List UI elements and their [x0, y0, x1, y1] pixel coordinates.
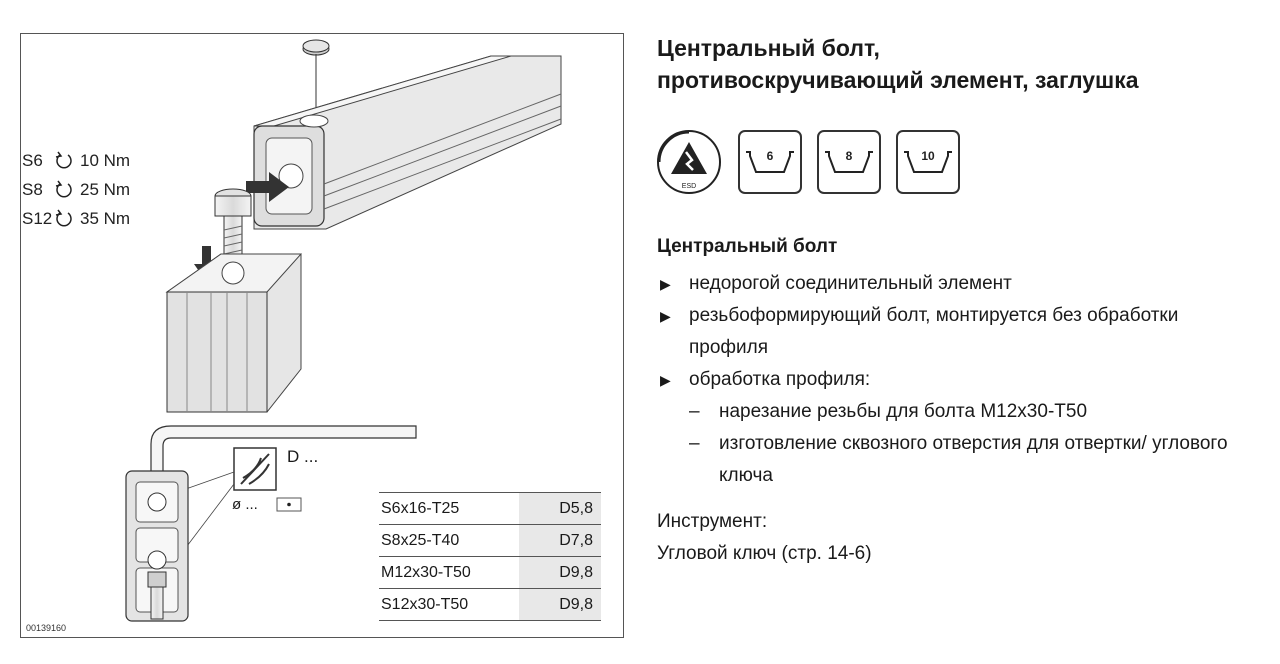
list-item: [657, 364, 1257, 492]
sub-feature-text: изготовление сквозного отверстия для отвертки/ углового ключа: [719, 433, 1228, 486]
page-title: [657, 32, 1139, 96]
table-row: [379, 493, 601, 525]
bolt-cell: S8x25-T40: [379, 525, 519, 557]
list-item: [657, 268, 1257, 300]
torque-size: S6: [22, 151, 43, 170]
tool-info: [657, 506, 872, 570]
torque-row-s8: [22, 180, 130, 200]
triangle-bullet-icon: ▶: [660, 308, 671, 324]
title-line-2: противоскручивающий элемент, заглушка: [657, 67, 1139, 93]
dash-bullet: –: [689, 433, 700, 454]
triangle-bullet-icon: ▶: [660, 276, 671, 292]
torque-row-s6: [22, 151, 130, 171]
esd-label: ESD: [681, 183, 697, 190]
assembly-figure: [20, 33, 624, 638]
diameter-cell: D9,8: [519, 557, 602, 589]
feature-text: обработка профиля:: [689, 369, 871, 390]
tool-label: Инструмент:: [657, 511, 768, 532]
torque-value: 10 Nm: [80, 151, 131, 170]
sub-feature-list: [689, 396, 1257, 492]
bolt-cell: S12x30-T50: [379, 589, 519, 621]
list-item: [689, 396, 1257, 428]
torque-row-s12: [22, 209, 130, 229]
sizes-table: [379, 492, 601, 621]
feature-text: резьбоформирующий болт, монтируется без обработки профиля: [689, 305, 1179, 358]
table-row: [379, 557, 601, 589]
horizontal-profile: [254, 56, 561, 229]
torque-value: 25 Nm: [80, 180, 131, 199]
diameter-cell: D9,8: [519, 589, 602, 621]
slot-size: 8: [845, 149, 853, 163]
feature-list: [657, 268, 1257, 492]
rotate-cw-icon: [54, 151, 80, 171]
section-heading: Центральный болт: [657, 236, 838, 257]
dash-bullet: –: [689, 401, 700, 422]
diameter-cell: D7,8: [519, 525, 602, 557]
sub-feature-text: нарезание резьбы для болта M12x30-T50: [719, 401, 1088, 422]
vertical-profile: [167, 254, 301, 412]
rotate-cw-icon: [54, 180, 80, 200]
title-line-1: Центральный болт,: [657, 35, 880, 61]
front-profile: [126, 471, 188, 621]
feature-text: недорогой соединительный элемент: [689, 273, 1012, 294]
slot-size: 6: [766, 149, 774, 163]
rotate-cw-icon: [54, 209, 80, 229]
drill-label: D ...: [287, 447, 319, 466]
torque-value: 35 Nm: [80, 209, 131, 228]
figure-id: 00139160: [26, 623, 67, 633]
list-item: [689, 428, 1257, 492]
diameter-label: ø ...: [232, 496, 258, 513]
icon-row: [655, 128, 960, 196]
slot-size: 10: [921, 149, 935, 163]
diameter-cell: D5,8: [519, 493, 602, 525]
table-row: [379, 589, 601, 621]
bolt-cell: S6x16-T25: [379, 493, 519, 525]
bolt-cell: M12x30-T50: [379, 557, 519, 589]
list-item: [657, 300, 1257, 364]
torque-size: S12: [22, 209, 53, 228]
slot-6-icon: [738, 130, 802, 194]
esd-icon: [655, 128, 723, 196]
table-row: [379, 525, 601, 557]
slot-10-icon: [896, 130, 960, 194]
tool-value: Угловой ключ (стр. 14-6): [657, 543, 872, 564]
slot-8-icon: [817, 130, 881, 194]
triangle-bullet-icon: ▶: [660, 372, 671, 388]
torque-size: S8: [22, 180, 43, 199]
